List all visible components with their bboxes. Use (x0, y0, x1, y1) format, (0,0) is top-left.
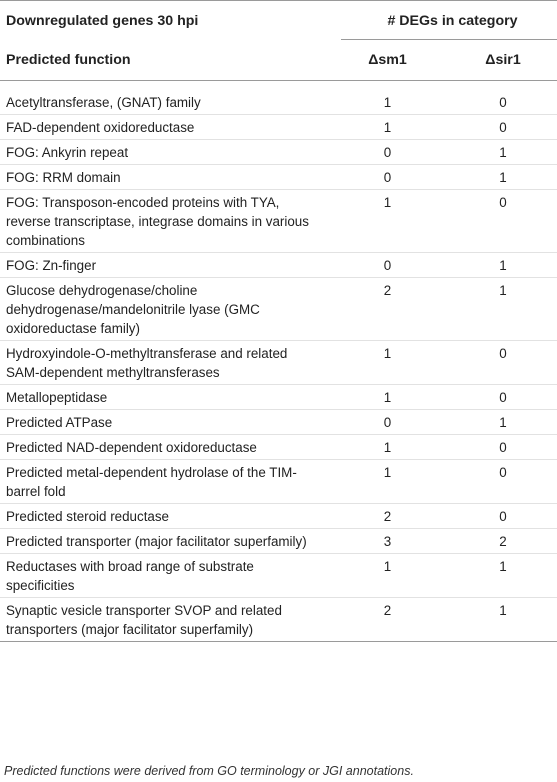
cell-sir1: 1 (499, 145, 507, 160)
cell-sir1: 0 (499, 390, 507, 405)
table-header-row-2 (0, 40, 557, 81)
cell-sm1: 1 (383, 95, 392, 110)
table-row (0, 165, 557, 190)
cell-function: Predicted ATPase (6, 415, 113, 430)
cell-function: FOG: Zn-finger (6, 258, 97, 273)
table-row (0, 598, 557, 642)
cell-sir1: 1 (499, 283, 507, 298)
cell-function: Predicted transporter (major facilitator superfamily) (6, 534, 307, 549)
cell-sm1: 0 (383, 258, 392, 273)
table-body (0, 81, 557, 642)
cell-sir1: 1 (499, 170, 507, 185)
cell-sir1: 1 (499, 258, 507, 273)
cell-sm1: 1 (383, 346, 392, 361)
cell-sm1: 0 (383, 415, 392, 430)
cell-sm1: 1 (383, 120, 392, 135)
table-row (0, 140, 557, 165)
cell-function: Synaptic vesicle transporter SVOP and related transporters (major facilitator superfamily) (6, 603, 282, 637)
cell-function: Reductases with broad range of substrate specificities (6, 559, 254, 593)
table-row (0, 385, 557, 410)
table-row (0, 410, 557, 435)
cell-function: FOG: RRM domain (6, 170, 121, 185)
table-footnote: Predicted functions were derived from GO terminology or JGI annotations. (4, 764, 414, 778)
cell-sm1: 2 (383, 509, 392, 524)
cell-function: Metallopeptidase (6, 390, 108, 405)
cell-sir1: 1 (499, 559, 507, 574)
column-header-function: Predicted function (6, 52, 131, 68)
cell-sir1: 0 (499, 120, 507, 135)
cell-sm1: 1 (383, 465, 392, 480)
table-row (0, 460, 557, 504)
header-left: Downregulated genes 30 hpi (6, 12, 199, 29)
table-row (0, 504, 557, 529)
cell-function: Glucose dehydrogenase/choline dehydrogenase/mandelonitrile lyase (GMC oxidoreductase family) (6, 283, 260, 336)
cell-sir1: 2 (499, 534, 507, 549)
cell-function: FOG: Transposon-encoded proteins with TYA, reverse transcriptase, integrase domains in various combinations (6, 195, 309, 248)
table-header-row-1 (0, 1, 557, 40)
cell-sir1: 0 (499, 346, 507, 361)
cell-function: Acetyltransferase, (GNAT) family (6, 95, 201, 110)
table-row (0, 435, 557, 460)
table-row (0, 115, 557, 140)
table-row (0, 341, 557, 385)
cell-sir1: 0 (499, 465, 507, 480)
table-row (0, 278, 557, 341)
cell-function: Predicted metal-dependent hydrolase of the TIM-barrel fold (6, 465, 297, 499)
cell-sm1: 0 (383, 170, 392, 185)
cell-function: FOG: Ankyrin repeat (6, 145, 129, 160)
cell-sm1: 1 (383, 195, 392, 210)
cell-sir1: 0 (499, 95, 507, 110)
cell-sir1: 0 (499, 440, 507, 455)
table-row (0, 253, 557, 278)
cell-sm1: 1 (383, 390, 392, 405)
cell-function: Hydroxyindole-O-methyltransferase and related SAM-dependent methyltransferases (6, 346, 288, 380)
column-header-sir1: Δsir1 (485, 52, 521, 68)
cell-sm1: 0 (383, 145, 392, 160)
cell-sm1: 3 (383, 534, 392, 549)
table-row (0, 554, 557, 598)
cell-function: FAD-dependent oxidoreductase (6, 120, 195, 135)
cell-sir1: 0 (499, 509, 507, 524)
cell-sir1: 1 (499, 415, 507, 430)
cell-sir1: 1 (499, 603, 507, 618)
table-row (0, 90, 557, 115)
cell-sm1: 2 (383, 603, 392, 618)
cell-sm1: 1 (383, 440, 392, 455)
cell-sm1: 2 (383, 283, 392, 298)
table-row (0, 529, 557, 554)
column-header-sm1: Δsm1 (368, 52, 407, 68)
header-group: # DEGs in category (326, 13, 557, 29)
cell-function: Predicted NAD-dependent oxidoreductase (6, 440, 257, 455)
table-row (0, 190, 557, 253)
cell-sm1: 1 (383, 559, 392, 574)
cell-sir1: 0 (499, 195, 507, 210)
cell-function: Predicted steroid reductase (6, 509, 170, 524)
